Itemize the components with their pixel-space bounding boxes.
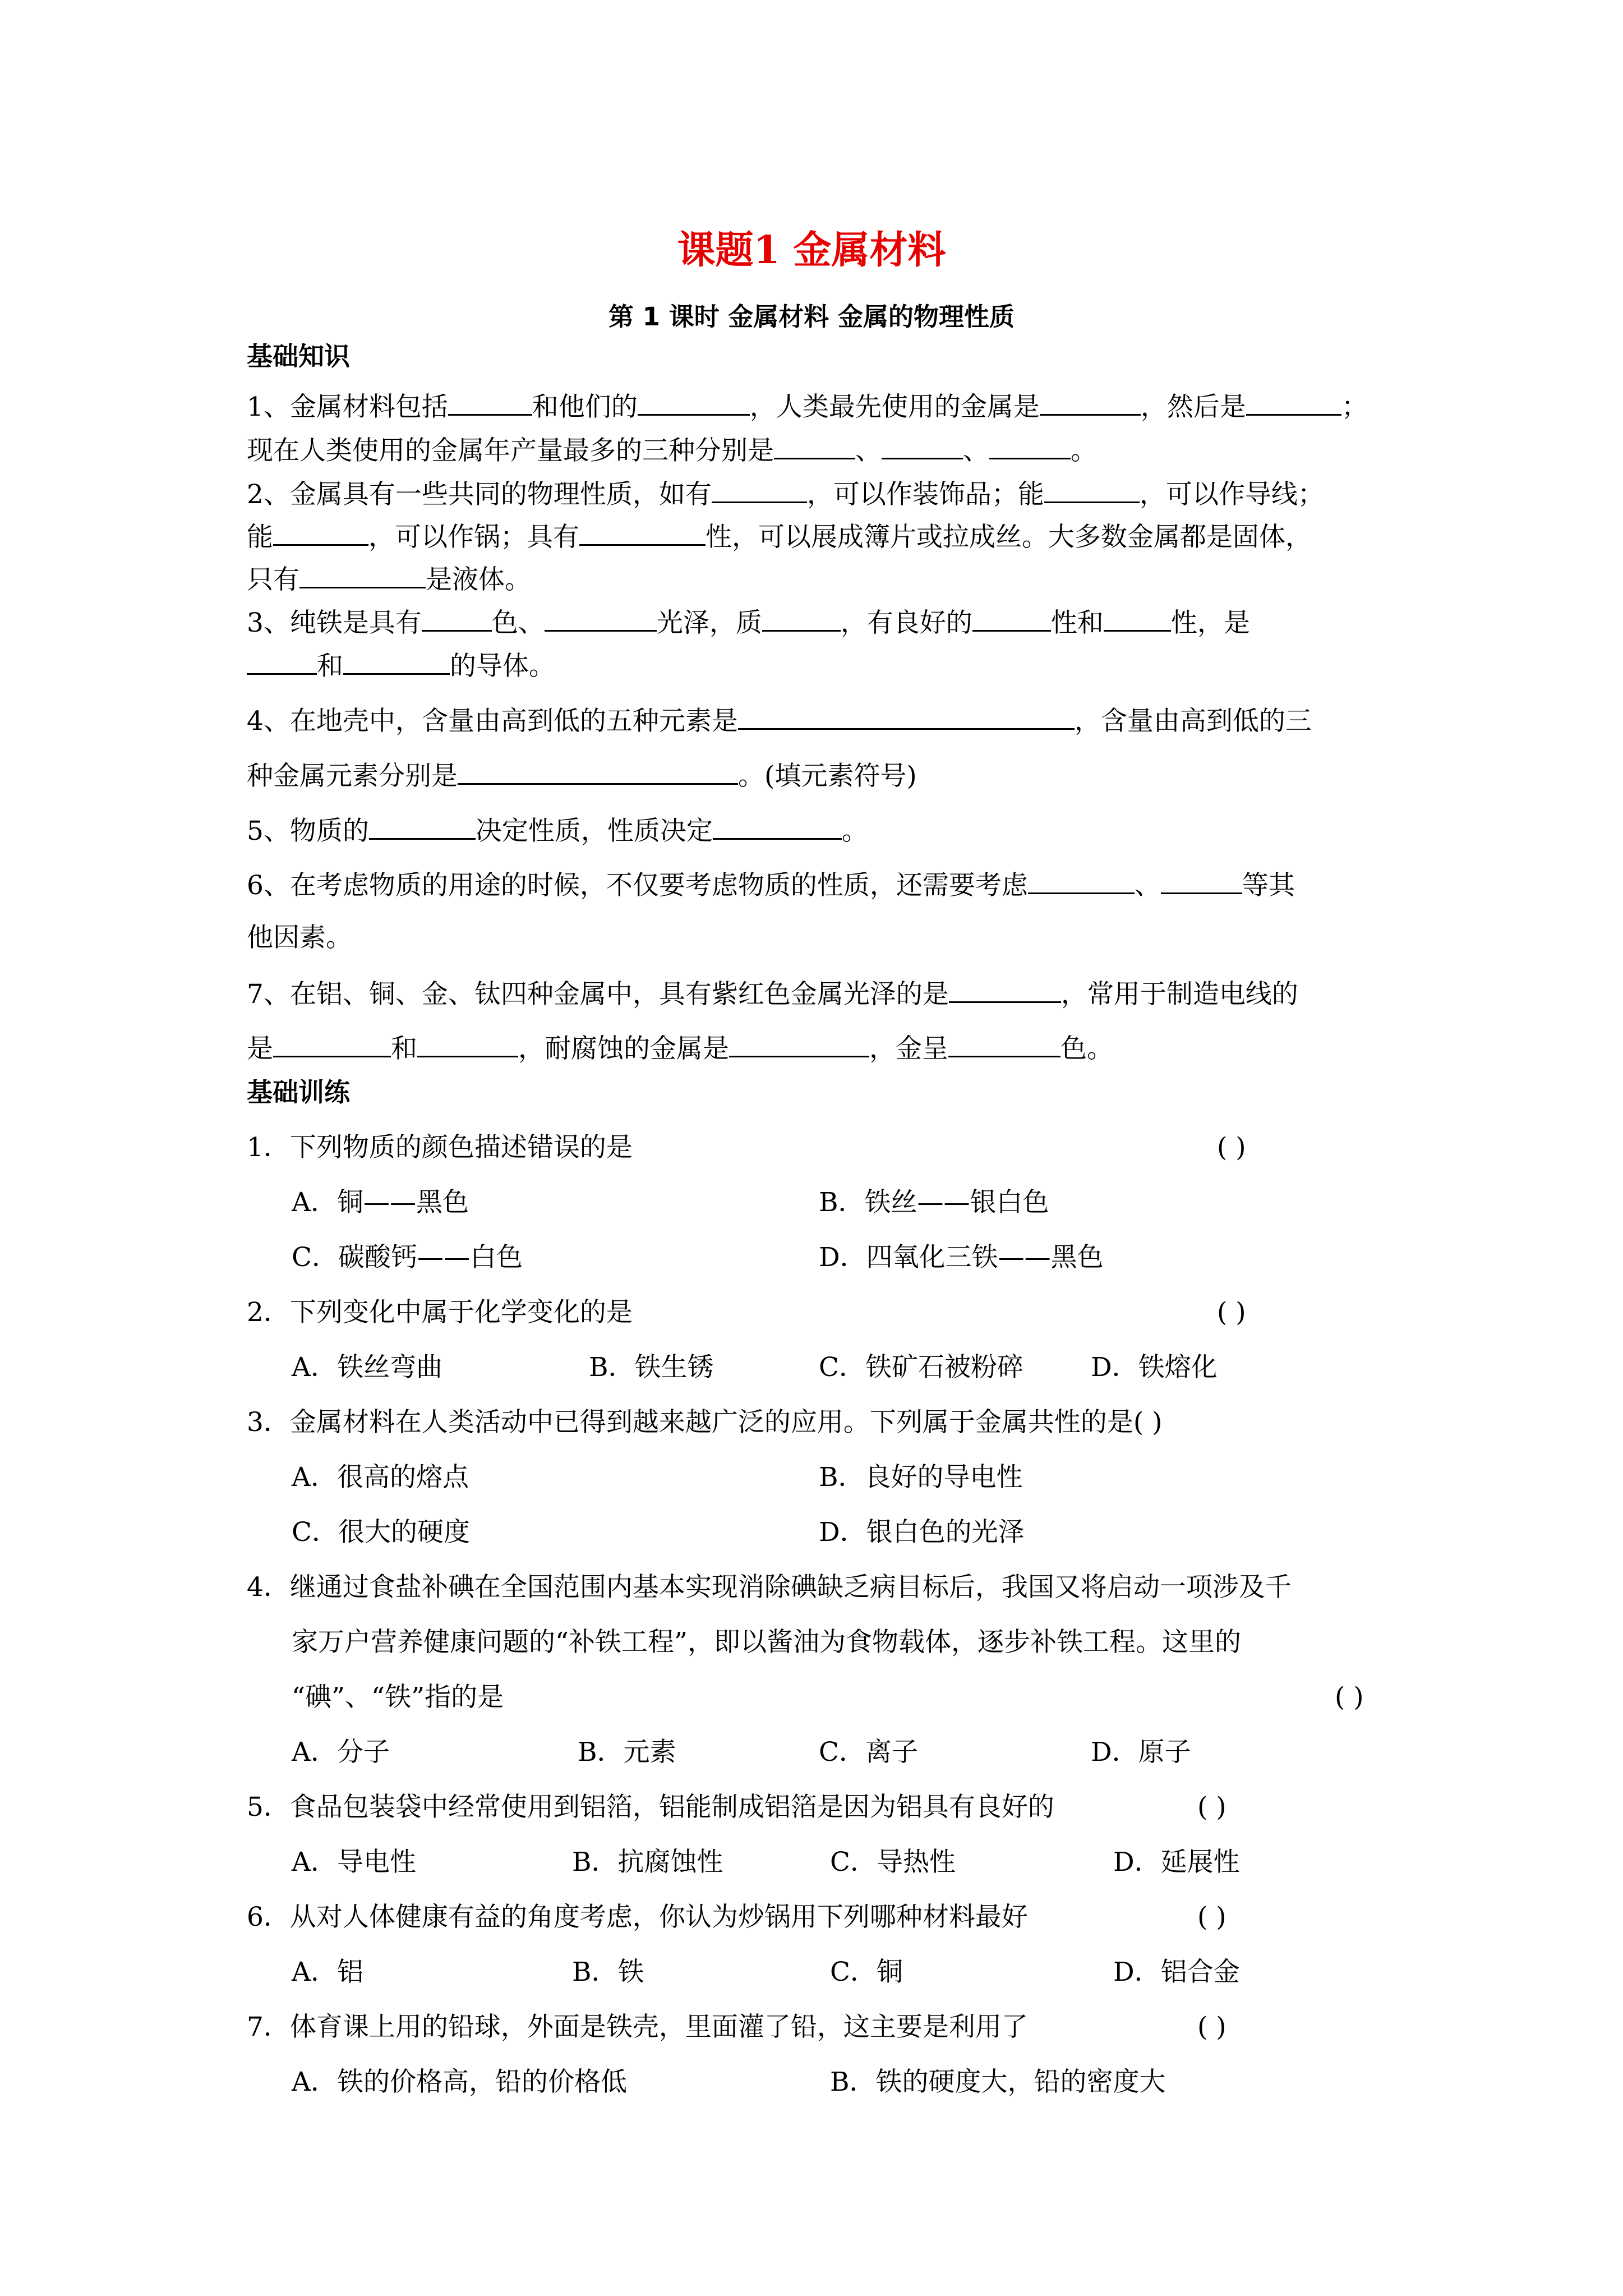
question-4-stem-line-2: 家万户营养健康问题的“补铁工程”，即以酱油为食物载体，逐步补铁工程。这里的 [292, 1627, 1242, 1658]
question-2-option-d[interactable]: D．铁熔化 [1091, 1352, 1218, 1383]
knowledge-item-7-line-2: 是 和 ，耐腐蚀的金属是 ，金呈 色。 [247, 1033, 1113, 1064]
question-5-option-c[interactable]: C．导热性 [830, 1847, 956, 1878]
question-7-option-b[interactable]: B．铁的硬度大，铅的密度大 [830, 2067, 1166, 2097]
blank[interactable] [1161, 870, 1242, 894]
blank[interactable] [774, 435, 855, 459]
knowledge-item-6-line-2: 他因素。 [247, 922, 352, 953]
question-1-option-b[interactable]: B．铁丝——银白色 [819, 1187, 1049, 1218]
blank[interactable] [762, 608, 841, 632]
blank[interactable] [1040, 392, 1141, 416]
question-6-stem: 6．从对人体健康有益的角度考虑，你认为炒锅用下列哪种材料最好 [247, 1902, 1028, 1932]
knowledge-item-4-line-1: 4、在地壳中，含量由高到低的五种元素是 ，含量由高到低的三 [247, 706, 1312, 737]
answer-bracket[interactable]: ( ) [1335, 1682, 1364, 1713]
question-2-option-c[interactable]: C．铁矿石被粉碎 [819, 1352, 1023, 1383]
question-4-option-a[interactable]: A．分子 [292, 1737, 390, 1768]
blank[interactable] [247, 651, 317, 675]
blank[interactable] [638, 392, 750, 416]
blank[interactable] [712, 479, 807, 503]
knowledge-item-5: 5、物质的 决定性质，性质决定 。 [247, 816, 868, 846]
blank[interactable] [1044, 479, 1140, 503]
blank[interactable] [273, 522, 368, 546]
blank[interactable] [299, 564, 426, 588]
knowledge-item-1-line-1: 1、金属材料包括 和他们的 ，人类最先使用的金属是 ，然后是 ； [247, 392, 1368, 422]
blank[interactable] [545, 608, 657, 632]
blank[interactable] [729, 1033, 869, 1057]
blank[interactable] [448, 392, 532, 416]
blank[interactable] [713, 816, 842, 840]
blank[interactable] [1028, 870, 1135, 894]
answer-bracket[interactable]: ( ) [1133, 1407, 1163, 1438]
question-2-option-b[interactable]: B．铁生锈 [589, 1352, 714, 1383]
blank[interactable] [579, 522, 706, 546]
question-4-option-d[interactable]: D．原子 [1091, 1737, 1191, 1768]
knowledge-item-6-line-1: 6、在考虑物质的用途的时候，不仅要考虑物质的性质，还需要考虑 、 等其 [247, 870, 1295, 901]
answer-bracket[interactable]: ( ) [1197, 2012, 1227, 2042]
question-5-option-d[interactable]: D．延展性 [1113, 1847, 1240, 1878]
knowledge-item-7-line-1: 7、在铝、铜、金、钛四种金属中，具有紫红色金属光泽的是 ，常用于制造电线的 [247, 979, 1298, 1010]
answer-bracket[interactable]: ( ) [1197, 1792, 1227, 1823]
knowledge-item-2-line-1: 2、金属具有一些共同的物理性质，如有 ，可以作装饰品；能 ，可以作导线； [247, 479, 1324, 510]
question-7-option-a[interactable]: A．铁的价格高，铅的价格低 [292, 2067, 627, 2097]
question-3-option-d[interactable]: D．银白色的光泽 [819, 1517, 1025, 1548]
question-2-option-a[interactable]: A．铁丝弯曲 [292, 1352, 442, 1383]
blank[interactable] [989, 435, 1071, 459]
section-heading-basic-knowledge: 基础知识 [247, 341, 350, 371]
blank[interactable] [417, 1033, 518, 1057]
question-5-option-b[interactable]: B．抗腐蚀性 [572, 1847, 723, 1878]
question-5-option-a[interactable]: A．导电性 [292, 1847, 416, 1878]
question-6-option-c[interactable]: C．铜 [830, 1957, 903, 1987]
knowledge-item-2-line-3: 只有 是液体。 [247, 564, 531, 595]
question-4-stem-line-1: 4．继通过食盐补碘在全国范围内基本实现消除碘缺乏病目标后，我国又将启动一项涉及千 [247, 1572, 1292, 1603]
blank[interactable] [738, 706, 1075, 730]
blank[interactable] [948, 1033, 1061, 1057]
question-6-option-d[interactable]: D．铝合金 [1113, 1957, 1240, 1987]
question-5-stem: 5．食品包装袋中经常使用到铝箔，铝能制成铝箔是因为铝具有良好的 [247, 1792, 1054, 1823]
section-heading-basic-training: 基础训练 [247, 1077, 350, 1107]
knowledge-item-1-line-2: 现在人类使用的金属年产量最多的三种分别是 、 、 。 [247, 435, 1097, 466]
question-3-option-a[interactable]: A．很高的熔点 [292, 1462, 469, 1493]
page-title: 课题1 金属材料 [677, 228, 946, 273]
answer-bracket[interactable]: ( ) [1217, 1132, 1246, 1163]
blank[interactable] [369, 816, 476, 840]
question-4-option-c[interactable]: C．离子 [819, 1737, 918, 1768]
question-4-option-b[interactable]: B．元素 [578, 1737, 676, 1768]
question-6-option-b[interactable]: B．铁 [572, 1957, 644, 1987]
question-3-option-b[interactable]: B．良好的导电性 [819, 1462, 1023, 1493]
blank[interactable] [882, 435, 963, 459]
lesson-subtitle: 第 1 课时 金属材料 金属的物理性质 [608, 302, 1015, 332]
question-3-option-c[interactable]: C．很大的硬度 [292, 1517, 470, 1548]
blank[interactable] [1104, 608, 1171, 632]
blank[interactable] [458, 761, 738, 785]
blank[interactable] [1246, 392, 1341, 416]
blank[interactable] [273, 1033, 391, 1057]
question-6-option-a[interactable]: A．铝 [292, 1957, 363, 1987]
question-7-stem: 7．体育课上用的铅球，外面是铁壳，里面灌了铅，这主要是利用了 [247, 2012, 1028, 2042]
question-1-option-d[interactable]: D．四氧化三铁——黑色 [819, 1242, 1104, 1273]
question-1-stem: 1．下列物质的颜色描述错误的是 [247, 1132, 633, 1163]
knowledge-item-2-line-2: 能 ，可以作锅；具有 性，可以展成簿片或拉成丝。大多数金属都是固体， [247, 522, 1312, 553]
question-4-stem-line-3: “碘”、“铁”指的是 [292, 1682, 504, 1713]
blank[interactable] [422, 608, 492, 632]
answer-bracket[interactable]: ( ) [1197, 1902, 1227, 1932]
question-1-option-a[interactable]: A．铜——黑色 [292, 1187, 469, 1218]
knowledge-item-4-line-2: 种金属元素分别是 。(填元素符号) [247, 761, 917, 792]
blank[interactable] [343, 651, 450, 675]
knowledge-item-3-line-2: 和 的导体。 [247, 651, 555, 679]
blank[interactable] [972, 608, 1051, 632]
question-3-stem: 3．金属材料在人类活动中已得到越来越广泛的应用。下列属于金属共性的是( ) [247, 1407, 1163, 1438]
blank[interactable] [949, 979, 1061, 1003]
question-2-stem: 2．下列变化中属于化学变化的是 [247, 1297, 633, 1328]
knowledge-item-3-line-1: 3、纯铁是具有 色、 光泽，质 ，有良好的 性和 性，是 [247, 608, 1250, 638]
question-1-option-c[interactable]: C．碳酸钙——白色 [292, 1242, 523, 1273]
answer-bracket[interactable]: ( ) [1217, 1297, 1246, 1328]
